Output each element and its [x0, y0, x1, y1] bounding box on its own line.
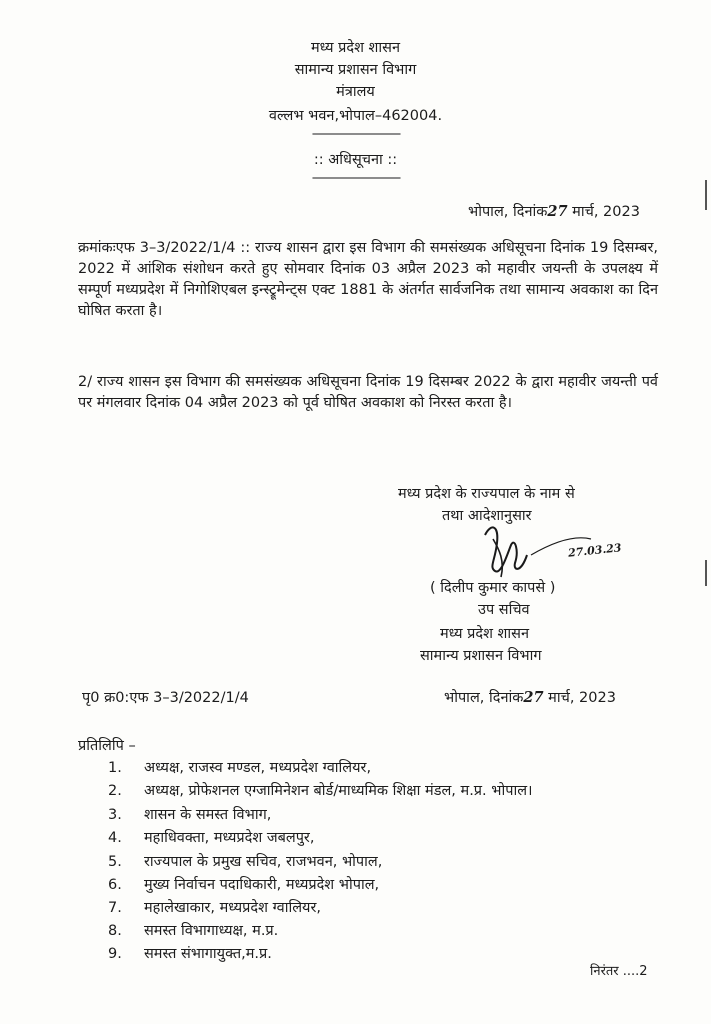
issue-date-place: भोपाल, दिनांक	[468, 204, 548, 220]
list-item: 7. महालेखाकार, मध्यप्रदेश ग्वालियर,	[108, 900, 321, 916]
header-address: वल्लभ भवन,भोपाल–462004.	[268, 108, 443, 124]
endorsement-ref: पृ0 क्र0:एफ 3–3/2022/1/4	[82, 690, 249, 706]
list-item: 8. समस्त विभागाध्यक्ष, म.प्र.	[108, 923, 279, 939]
signatory-name: ( दिलीप कुमार कापसे )	[430, 580, 556, 596]
list-item: 2. अध्यक्ष, प्रोफेशनल एग्जामिनेशन बोर्ड/माध्यमिक शिक्षा मंडल, म.प्र. भोपाल।	[108, 783, 533, 799]
endorsement-date	[444, 688, 616, 708]
list-item: 9. समस्त संभागायुक्त,म.प्र.	[108, 946, 272, 962]
list-item: 5. राज्यपाल के प्रमुख सचिव, राजभवन, भोपाल,	[108, 854, 383, 870]
header-rule-top: ———————	[311, 126, 400, 142]
endorsement-date-day: 27	[523, 689, 544, 706]
list-item: 6. मुख्य निर्वाचन पदाधिकारी, मध्यप्रदेश भोपाल,	[108, 877, 380, 893]
handwritten-date: 27.03.23	[567, 541, 623, 560]
signatory-org-2: सामान्य प्रशासन विभाग	[420, 648, 542, 664]
issue-date-day: 27	[547, 203, 568, 220]
signatory-designation: उप सचिव	[478, 602, 530, 618]
notification-title: :: अधिसूचना ::	[313, 152, 398, 168]
header-rule-bottom: ———————	[311, 170, 400, 186]
continued-marker: निरंतर ....2	[590, 964, 648, 979]
copy-to-title: प्रतिलिपि –	[78, 738, 136, 754]
issue-date-rest: मार्च, 2023	[567, 204, 640, 220]
list-item: 4. महाधिवक्ता, मध्यप्रदेश जबलपुर,	[108, 830, 315, 846]
header-department: सामान्य प्रशासन विभाग	[294, 62, 417, 78]
scan-edge-mark	[705, 560, 707, 586]
by-order-line-2: तथा आदेशानुसार	[442, 508, 532, 524]
list-item: 3. शासन के समस्त विभाग,	[108, 807, 272, 823]
endorsement-date-rest: मार्च, 2023	[543, 690, 616, 706]
list-item: 1. अध्यक्ष, राजस्व मण्डल, मध्यप्रदेश ग्वालियर,	[108, 760, 372, 776]
scan-edge-mark	[705, 180, 707, 210]
header-ministry: मंत्रालय	[336, 84, 375, 100]
issue-date	[468, 202, 640, 222]
endorsement-date-place: भोपाल, दिनांक	[444, 690, 524, 706]
paragraph-2: 2/ राज्य शासन इस विभाग की समसंख्यक अधिसूचना दिनांक 19 दिसम्बर 2022 के द्वारा महावीर जयन्ती पर्व पर मंगलवार दिनांक 04 अप्रैल 2023 को पूर्व घोषित अवकाश को निरस्त करता है।	[78, 374, 658, 411]
signatory-org-1: मध्य प्रदेश शासन	[440, 626, 530, 642]
by-order-line-1: मध्य प्रदेश के राज्यपाल के नाम से	[398, 486, 575, 502]
paragraph-1: क्रमांकःएफ 3–3/2022/1/4 :: राज्य शासन द्वारा इस विभाग की समसंख्यक अधिसूचना दिनांक 19 दिसम्बर, 2022 में आंशिक संशोधन करते हुए सोमवार दिनांक 03 अप्रैल 2023 को महावीर जयन्ती के उपलक्ष्य में सम्पूर्ण मध्यप्रदेश में निगोशिएबल इन्स्ट्रूमेन्ट्स एक्ट 1881 के अंतर्गत सार्वजनिक तथा सामान्य अवकाश का दिन घोषित करता है।	[78, 240, 658, 319]
header-state: मध्य प्रदेश शासन	[310, 40, 401, 56]
